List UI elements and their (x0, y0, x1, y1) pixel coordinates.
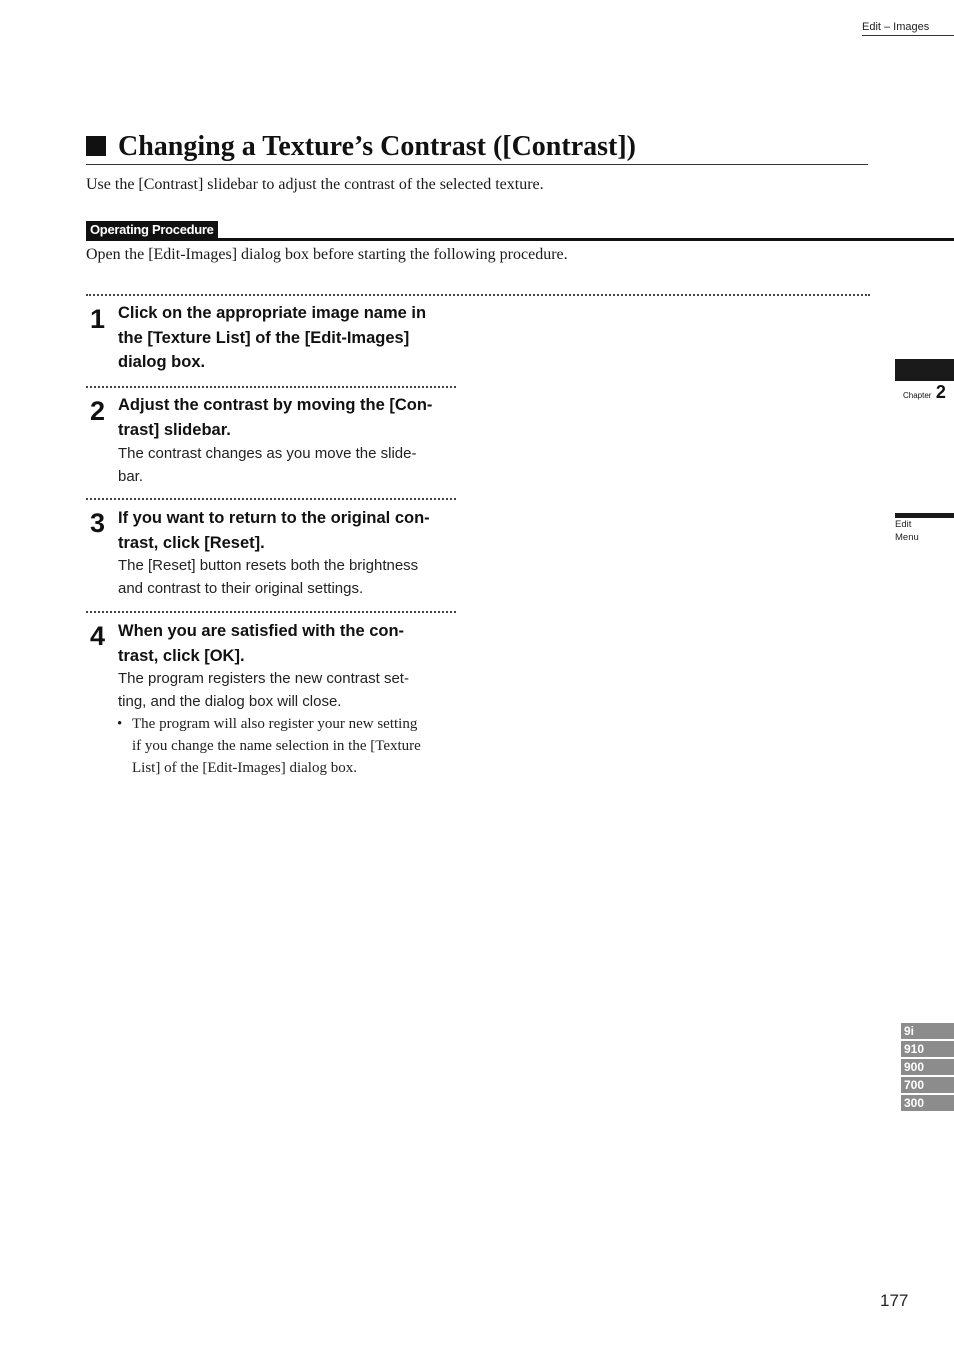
page-number: 177 (880, 1291, 909, 1310)
step-3-line-2: trast, click [Reset]. (118, 533, 265, 552)
step-3-number: 3 (90, 508, 105, 538)
operating-procedure-label: Operating Procedure (86, 221, 218, 239)
step-1-heading (118, 301, 463, 375)
step-4-description (118, 667, 463, 713)
step-3-description (118, 554, 463, 600)
model-tab-300: 300 (901, 1095, 954, 1111)
section-title (86, 130, 868, 165)
step-2-desc-line-1: The contrast changes as you move the slide- (118, 445, 417, 462)
model-tab-9i: 9i (901, 1023, 954, 1039)
step-4-desc-line-2: ting, and the dialog box will close. (118, 693, 342, 710)
step-2-line-2: trast] slidebar. (118, 420, 231, 439)
step-2-description (118, 442, 463, 488)
bullet-marker: • (117, 716, 123, 732)
chapter-tab-bar (895, 359, 954, 381)
section-title-text: Changing a Texture’s Contrast ([Contrast]) (118, 131, 636, 162)
menu-label (895, 518, 950, 544)
bullet-line-3: List] of the [Edit-Images] dialog box. (132, 760, 357, 776)
step-3-line-1: If you want to return to the original con- (118, 509, 430, 527)
step-3-desc-line-2: and contrast to their original settings. (118, 580, 364, 597)
step-4-line-1: When you are satisfied with the con- (118, 622, 405, 640)
step-2-line-1: Adjust the contrast by moving the [Con- (118, 396, 433, 414)
procedure-text: Open the [Edit-Images] dialog box before starting the following procedure. (86, 246, 568, 263)
chapter-number: 2 (935, 382, 945, 402)
step-3-heading (118, 506, 463, 555)
model-tab-700: 700 (901, 1077, 954, 1093)
section-intro: Use the [Contrast] slidebar to adjust the contrast of the selected texture. (86, 176, 544, 193)
step-2-number: 2 (90, 396, 105, 426)
step-2-heading (118, 393, 463, 442)
separator-step-3 (86, 498, 456, 500)
step-4-desc-line-1: The program registers the new contrast set- (118, 670, 409, 687)
step-1-line-2: the [Texture List] of the [Edit-Images] (118, 328, 410, 347)
running-header: Edit – Images (862, 21, 954, 36)
model-tab-910: 910 (901, 1041, 954, 1057)
step-1-number: 1 (90, 304, 105, 334)
step-2-desc-line-2: bar. (118, 468, 144, 485)
bullet-line-2: if you change the name selection in the [Texture (132, 738, 421, 754)
chapter-word: Chapter (903, 391, 932, 400)
menu-label-line-2: Menu (895, 532, 919, 543)
model-tab-900: 900 (901, 1059, 954, 1075)
step-1-line-3: dialog box. (118, 353, 206, 371)
step-1-line-1: Click on the appropriate image name in (118, 304, 427, 322)
separator-step-2 (86, 386, 456, 388)
bullet-line-1: The program will also register your new setting (132, 716, 418, 732)
separator-step-4 (86, 611, 456, 613)
step-3-desc-line-1: The [Reset] button resets both the brightness (118, 557, 419, 574)
menu-label-line-1: Edit (895, 519, 912, 530)
black-square-icon (86, 136, 106, 156)
step-4-number: 4 (90, 621, 105, 651)
step-4-heading (118, 619, 463, 668)
step-4-bullet-note (132, 713, 452, 779)
separator-top (86, 294, 870, 296)
chapter-label (903, 382, 945, 403)
procedure-rule (86, 238, 954, 241)
step-4-line-2: trast, click [OK]. (118, 646, 245, 665)
